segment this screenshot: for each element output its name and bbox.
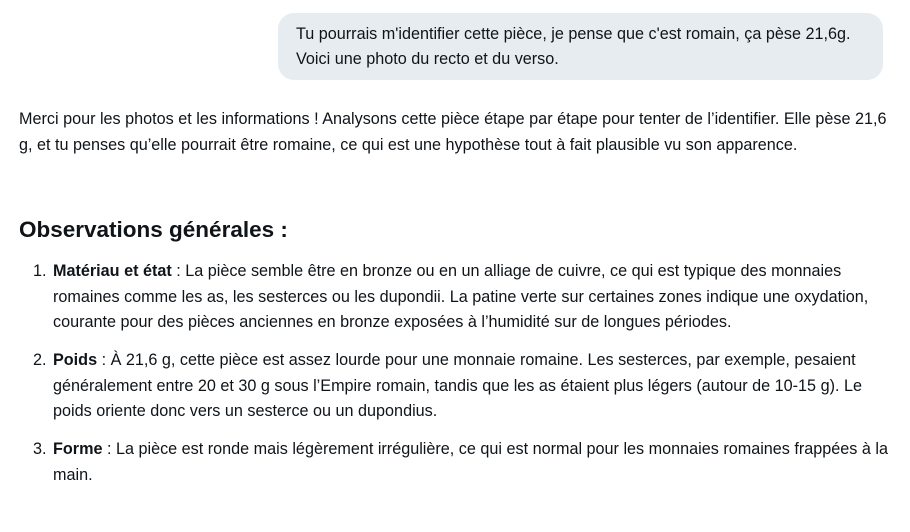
list-item-term: Forme bbox=[53, 440, 103, 458]
list-item-text: : La pièce est ronde mais légèrement irrégulière, ce qui est normal pour les monnaies romaines frappées à la main. bbox=[53, 440, 888, 484]
list-item bbox=[19, 437, 889, 488]
list-item-number: 3. bbox=[33, 440, 47, 458]
list-item bbox=[19, 348, 889, 425]
user-message-bubble bbox=[278, 13, 883, 80]
list-item-term: Matériau et état bbox=[53, 262, 172, 280]
response-intro: Merci pour les photos et les informations ! Analysons cette pièce étape par étape pour tenter de l’identifier. Elle pèse 21,6 g, et tu penses qu’elle pourrait être romaine, ce qui est une hypothèse tout à fait plausible vu son apparence. bbox=[19, 110, 887, 154]
section-title: Observations générales : bbox=[19, 217, 288, 242]
user-message-text: Tu pourrais m'identifier cette pièce, je pense que c'est romain, ça pèse 21,6g. Voici une photo du recto et du verso. bbox=[296, 25, 851, 68]
observations-list bbox=[19, 259, 889, 501]
list-item-term: Poids bbox=[53, 351, 98, 369]
list-item bbox=[19, 259, 889, 336]
list-item-text: : À 21,6 g, cette pièce est assez lourde pour une monnaie romaine. Les sesterces, par exemple, pesaient généralement entre 20 et 30 g sous l’Empire romain, tandis que les as étaient plus légers (autour de 10-15 g). Le poids oriente donc vers un sesterce ou un dupondius. bbox=[53, 351, 862, 420]
assistant-response bbox=[19, 107, 889, 484]
list-item-number: 2. bbox=[33, 351, 47, 369]
list-item-number: 1. bbox=[33, 262, 47, 280]
list-item-text: : La pièce semble être en bronze ou en un alliage de cuivre, ce qui est typique des monnaies romaines comme les as, les sesterces ou les dupondii. La patine verte sur certaines zones indique une oxydation, courante pour des pièces anciennes en bronze exposées à l’humidité sur de longues périodes. bbox=[53, 262, 869, 331]
